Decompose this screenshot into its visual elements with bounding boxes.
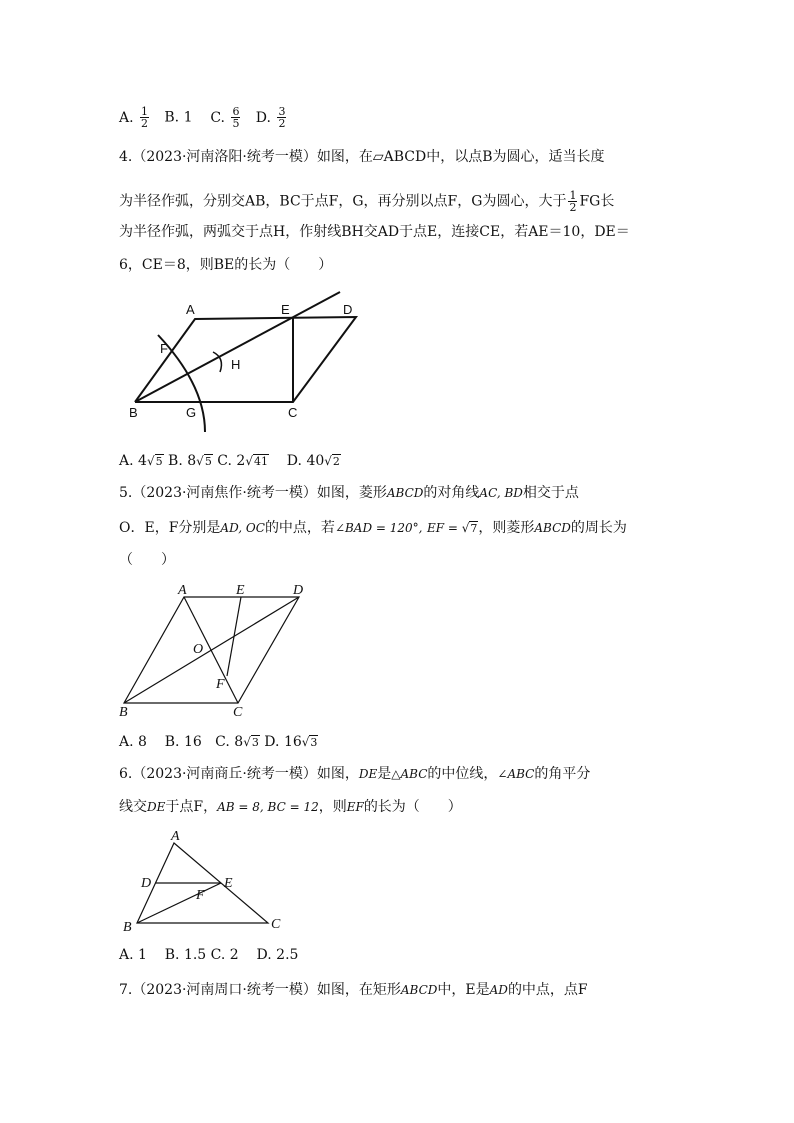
q6-label-f: F: [196, 888, 205, 903]
q3-option-c: C. $\frac{6}{5}$: [210, 105, 240, 130]
q3-option-a: A. $\frac{1}{2}$: [119, 105, 149, 130]
q4-line-2: 为半径作弧，分别交AB，BC于点F，G，再分别以点F，G为圆心，大于 $\frac{1}{2}$ FG长: [119, 189, 615, 214]
q4-label-h: H: [231, 357, 241, 372]
q5-label-e: E: [236, 583, 245, 598]
q4-label-a: A: [186, 302, 195, 317]
q3-option-d: D. $\frac{3}{2}$: [255, 105, 286, 130]
q5-label-c: C: [233, 705, 243, 720]
q5-label-f: F: [216, 677, 225, 692]
q4-option-c: C. 2√41: [217, 453, 268, 469]
q6-option-a: A. 1: [119, 947, 147, 963]
q4-label-g: G: [186, 405, 197, 420]
q4-option-a: A. 4√5: [119, 453, 163, 469]
q4-line-4: 6，CE＝8，则BE的长为（ ）: [119, 257, 333, 273]
q5-line-3: （ ）: [119, 552, 175, 568]
fraction: $\frac{1}{2}$: [569, 189, 577, 214]
q5-label-a: A: [178, 583, 187, 598]
q3-option-b: B. 1: [164, 109, 193, 126]
q4-label-d: D: [343, 302, 353, 317]
fraction: $\frac{3}{2}$: [278, 105, 286, 130]
q6-option-d: D. 2.5: [256, 947, 299, 963]
fraction: $\frac{1}{2}$: [141, 105, 149, 130]
q4-label-c: C: [288, 405, 298, 420]
q5-option-c: C. 8√3: [215, 734, 259, 750]
q4-option-d: D. 40√2: [286, 453, 340, 469]
q5-line-1: 5.（2023·河南焦作·统考一模）如图，菱形ABCD的对角线AC, BD相交于点: [119, 485, 579, 501]
q6-label-c: C: [271, 917, 281, 932]
q5-label-d: D: [293, 583, 304, 598]
q7-line-1: 7.（2023·河南周口·统考一模）如图，在矩形ABCD中，E是AD的中点，点F: [119, 982, 588, 998]
q6-label-d: D: [141, 876, 152, 891]
q6-options: [119, 945, 298, 965]
q5-option-d: D. 16√3: [264, 734, 318, 750]
q5-option-b: B. 16: [164, 734, 202, 750]
q6-option-c: C. 2: [210, 947, 239, 963]
q6-label-b: B: [123, 920, 132, 935]
q5-label-o: O: [193, 642, 204, 657]
q6-line-1: 6.（2023·河南商丘·统考一模）如图，DE是△ABC的中位线，∠ABC的角平分: [119, 766, 591, 782]
q4-label-f: F: [160, 341, 168, 356]
q5-option-a: A. 8: [119, 734, 147, 750]
q6-label-a: A: [171, 829, 180, 844]
q4-line-3: 为半径作弧，两弧交于点H，作射线BH交AD于点E，连接CE，若AE＝10，DE＝: [119, 224, 630, 240]
q4-line-1: 4.（2023·河南洛阳·统考一模）如图，在▱ABCD中，以点B为圆心，适当长度: [119, 149, 605, 165]
fraction: $\frac{6}{5}$: [232, 105, 240, 130]
q4-label-b: B: [129, 405, 138, 420]
q4-label-e: E: [281, 302, 290, 317]
q6-line-2: 线交DE于点F，AB = 8, BC = 12，则EF的长为（ ）: [119, 799, 462, 815]
q5-label-b: B: [119, 705, 128, 720]
q5-line-2: O．E，F分别是AD, OC的中点，若∠BAD = 120°, EF = √7，则菱形ABCD的周长为: [119, 520, 627, 536]
q6-label-e: E: [224, 876, 233, 891]
q4-option-b: B. 8√5: [168, 453, 212, 469]
q6-option-b: B. 1.5: [164, 947, 207, 963]
